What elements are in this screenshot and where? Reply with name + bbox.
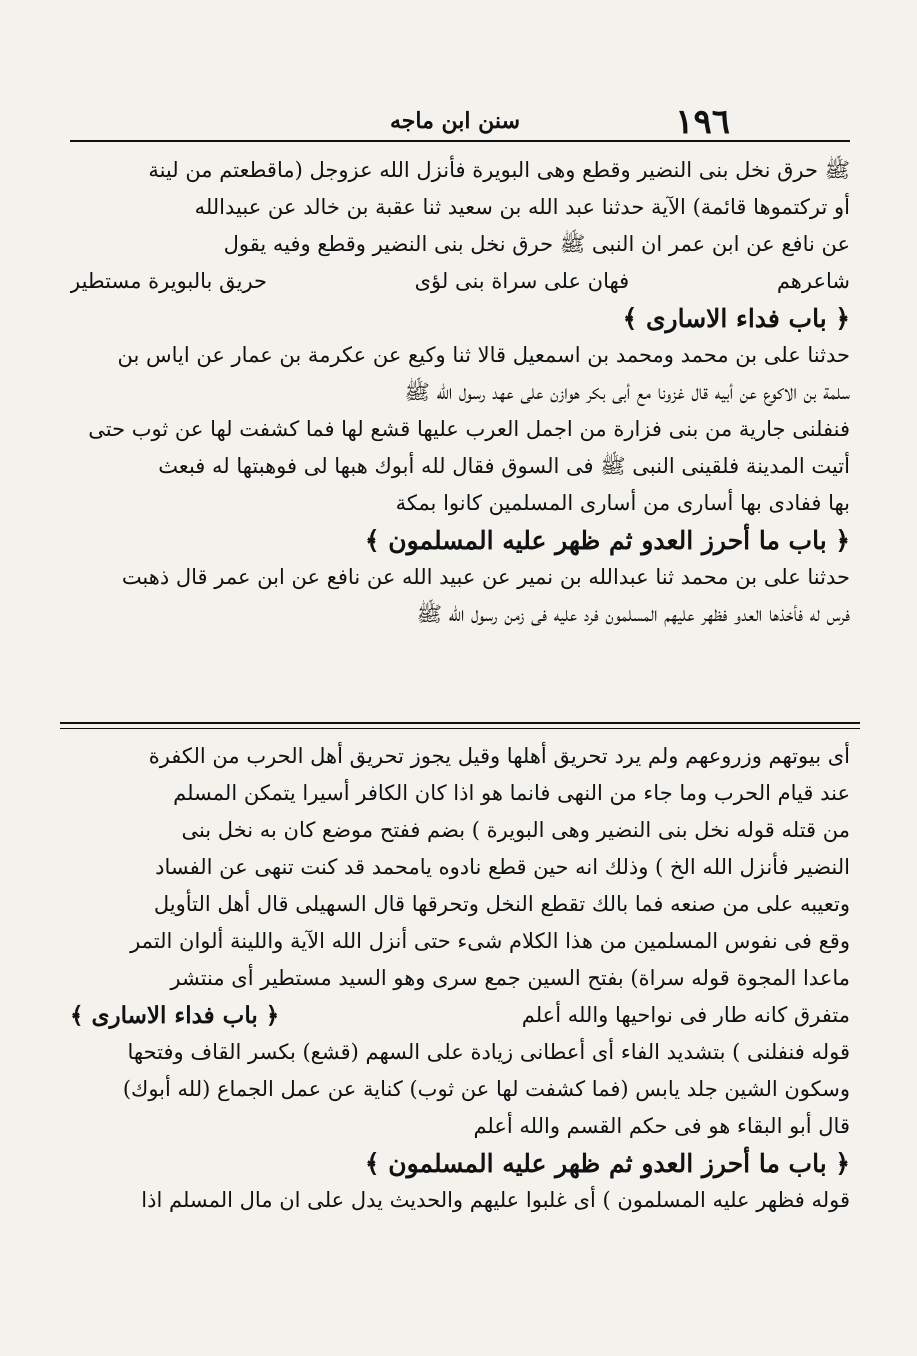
commentary-line: وسكون الشين جلد يابس (فما كشفت لها عن ثوب) كناية عن عمل الجماع (لله أبوك) (122, 1077, 850, 1101)
poem-hemistich-1: فهان على سراة بنى لؤى (414, 269, 630, 293)
commentary-line: من قتله قوله نخل بنى النضير وهى البويرة ) بضم ففتح موضع كان به نخل بنى (181, 818, 850, 842)
chapter-heading: ﴿ باب فداء الاسارى ﴾ (70, 1002, 280, 1029)
text-line: حدثنا على بن محمد ثنا عبدالله بن نمير عن عبيد الله عن نافع عن ابن عمر قال ذهبت (121, 565, 850, 589)
text-line: حدثنا على بن محمد ومحمد بن اسمعيل قالا ثنا وكيع عن عكرمة بن عمار عن اياس بن (117, 343, 850, 367)
commentary-line: وتعيبه على من صنعه فما بالك تقطع النخل وتحرقها قال السهيلى قال أهل التأويل (153, 892, 850, 916)
commentary-line: النضير فأنزل الله الخ ) وذلك انه حين قطع نادوه يامحمد قد كنت تنهى عن الفساد (155, 855, 850, 879)
text-line: ﷺ حرق نخل بنى النضير وقطع وهى البويرة فأنزل الله عزوجل (ماقطعتم من لينة (148, 158, 850, 182)
commentary-line-with-heading (70, 997, 850, 1034)
header-rule (70, 140, 850, 142)
page-header (70, 100, 850, 140)
commentary-line: قوله فنفلنى ) بتشديد الفاء أى أعطانى زيادة على السهم (قشع) بكسر القاف وفتحها (127, 1040, 850, 1064)
commentary-line: أى بيوتهم وزروعهم ولم يرد تحريق أهلها وقيل يجوز تحريق أهل الحرب من الكفرة (148, 744, 850, 768)
text-line: سلمة بن الاكوع عن أبيه قال غزونا مع أبى بكر هوازن على عهد رسول الله ﷺ (404, 380, 850, 404)
text-line: فنفلنى جارية من بنى فزارة من اجمل العرب عليها قشع لها فما كشفت لها عن ثوب حتى (88, 417, 850, 441)
footnote-divider-thin (60, 728, 860, 729)
commentary-line: متفرق كانه طار فى نواحيها والله أعلم (521, 1003, 850, 1027)
chapter-heading: ﴿ باب ما أحرز العدو ثم ظهر عليه المسلمون ﴾ (364, 1149, 850, 1178)
commentary-line: قال أبو البقاء هو فى حكم القسم والله أعلم (473, 1114, 850, 1138)
poem-lead: شاعرهم (776, 269, 850, 293)
running-title: سنن ابن ماجه (390, 108, 521, 134)
text-line: بها ففادى بها أسارى من أسارى المسلمين كانوا بمكة (395, 491, 850, 515)
poem-hemistich-2: حريق بالبويرة مستطير (70, 269, 268, 293)
commentary-line: عند قيام الحرب وما جاء من النهى فانما هو اذا كان الكافر أسيرا يتمكن المسلم (173, 781, 850, 805)
text-line: أتيت المدينة فلقينى النبى ﷺ فى السوق فقال لله أبوك هبها لى فوهبتها له فبعث (158, 454, 850, 478)
page-number: ١٩٦ (675, 102, 730, 142)
chapter-heading: ﴿ باب ما أحرز العدو ثم ظهر عليه المسلمون ﴾ (364, 526, 850, 555)
text-line: أو تركتموها قائمة) الآية حدثنا عبد الله بن سعيد ثنا عقبة بن خالد عن عبيدالله (194, 195, 850, 219)
commentary-text (70, 738, 850, 1219)
footnote-divider (60, 722, 860, 724)
main-text (70, 152, 850, 633)
commentary-line: ماعدا المجوة قوله سراة) بفتح السين جمع سرى وهو السيد مستطير أى منتشر (170, 966, 850, 990)
commentary-line: قوله فظهر عليه المسلمون ) أى غلبوا عليهم والحديث يدل على ان مال المسلم اذا (141, 1188, 850, 1212)
commentary-line: وقع فى نفوس المسلمين من هذا الكلام شىء حتى أنزل الله الآية واللينة ألوان التمر (130, 929, 850, 953)
poem-line (70, 263, 850, 300)
text-line: عن نافع عن ابن عمر ان النبى ﷺ حرق نخل بنى النضير وقطع وفيه يقول (223, 232, 850, 256)
chapter-heading: ﴿ باب فداء الاسارى ﴾ (622, 304, 850, 333)
text-line: فرس له فأخذها العدو فظهر عليهم المسلمون فرد عليه فى زمن رسول الله ﷺ (416, 602, 850, 626)
